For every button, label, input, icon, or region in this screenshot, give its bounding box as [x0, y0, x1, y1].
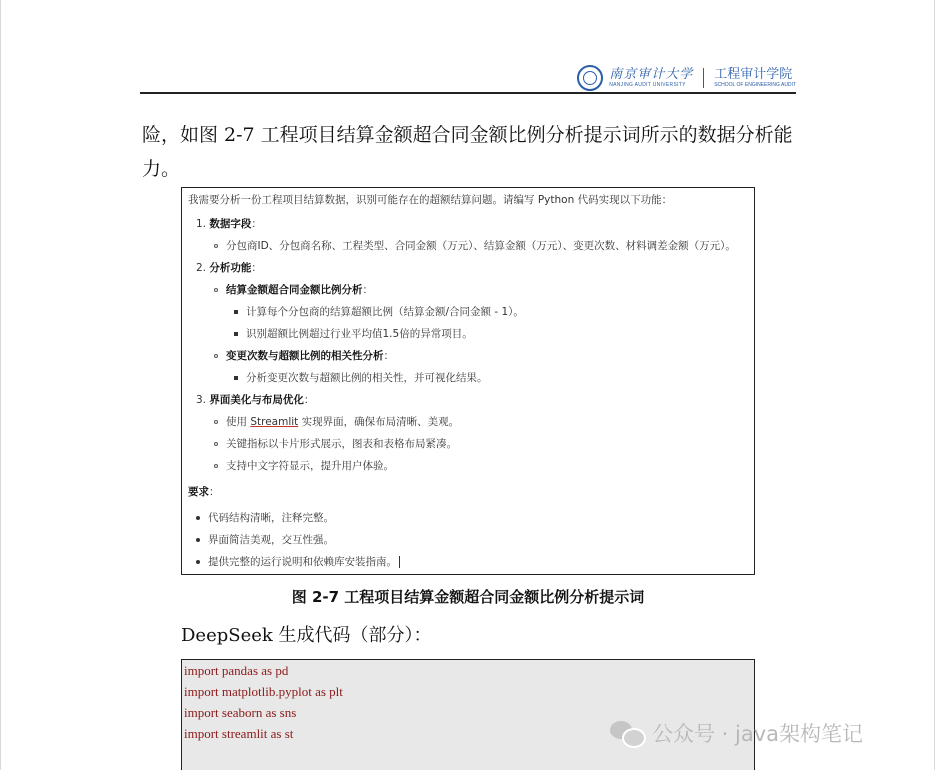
square-bullet-icon	[234, 376, 238, 380]
page-header	[140, 62, 796, 94]
section-2a: 结算金额超合同金额比例分析：	[214, 282, 373, 297]
code-block	[181, 659, 755, 770]
code-line: import seaborn as sns	[184, 705, 297, 720]
university-logo	[577, 62, 796, 94]
logo-divider	[703, 68, 704, 88]
circle-bullet-icon	[214, 442, 218, 446]
dot-bullet-icon	[196, 538, 200, 542]
section-2: 2. 分析功能：	[196, 262, 262, 274]
code-intro-paragraph: DeepSeek 生成代码（部分）：	[181, 625, 432, 646]
section-1-title: 数据字段	[209, 218, 252, 230]
dot-bullet-icon	[196, 560, 200, 564]
section-3-item-2: 关键指标以卡片形式展示，图表和表格布局紧凑。	[214, 436, 457, 451]
text-cursor	[399, 556, 400, 568]
figure-caption: 图 2-7 工程项目结算金额超合同金额比例分析提示词	[291, 588, 645, 606]
school-name-en: SCHOOL OF ENGINEERING AUDIT	[714, 82, 796, 88]
wechat-icon	[610, 719, 644, 747]
watermark-text: 公众号 · java架构笔记	[652, 722, 864, 746]
section-3: 3. 界面美化与布局优化：	[196, 394, 315, 406]
section-2a-item-2: 识别超额比例超过行业平均值1.5倍的异常项目。	[234, 326, 473, 341]
section-3-item-3: 支持中文字符显示，提升用户体验。	[214, 458, 394, 473]
page-edge-left	[0, 0, 1, 770]
code-line: import pandas as pd	[184, 663, 289, 678]
section-2-title: 分析功能	[209, 262, 252, 274]
school-name-cn: 工程审计学院	[714, 67, 793, 82]
university-name-en: NANJING AUDIT UNIVERSITY	[609, 82, 686, 88]
circle-bullet-icon	[214, 244, 218, 248]
streamlit-link[interactable]: Streamlit	[250, 416, 299, 428]
body-paragraph: 险，如图 2-7 工程项目结算金额超合同金额比例分析提示词所示的数据分析能力。	[142, 124, 793, 180]
section-3-item-1: 使用 Streamlit 实现界面，确保布局清晰、美观。	[214, 414, 459, 429]
prompt-intro: 我需要分析一份工程项目结算数据，识别可能存在的超额结算问题。请编写 Python 代码实现以下功能：	[188, 194, 673, 206]
square-bullet-icon	[234, 332, 238, 336]
requirement-item-2: 界面简洁美观，交互性强。	[196, 532, 334, 547]
section-3-title: 界面美化与布局优化	[209, 394, 304, 406]
watermark	[610, 718, 863, 748]
code-line: import streamlit as st	[184, 726, 294, 741]
header-rule	[140, 92, 796, 94]
code-line: import matplotlib.pyplot as plt	[184, 684, 343, 699]
circle-bullet-icon	[214, 420, 218, 424]
section-1: 1. 数据字段：	[196, 218, 262, 230]
square-bullet-icon	[234, 310, 238, 314]
requirement-item-3: 提供完整的运行说明和依赖库安装指南。	[196, 554, 400, 569]
circle-bullet-icon	[214, 288, 218, 292]
section-2b: 变更次数与超额比例的相关性分析：	[214, 348, 394, 363]
university-name-cn: 南京审计大学	[609, 67, 694, 82]
section-2a-item-1: 计算每个分包商的结算超额比例（结算金额/合同金额 - 1）。	[234, 304, 524, 319]
requirements-title: 要求：	[188, 486, 220, 498]
prompt-box	[181, 187, 755, 575]
requirement-item-1: 代码结构清晰，注释完整。	[196, 510, 334, 525]
circle-bullet-icon	[214, 354, 218, 358]
section-2b-item-1: 分析变更次数与超额比例的相关性，并可视化结果。	[234, 370, 488, 385]
circle-bullet-icon	[214, 464, 218, 468]
dot-bullet-icon	[196, 516, 200, 520]
university-seal-icon	[577, 65, 603, 91]
section-1-item: 分包商ID、分包商名称、工程类型、合同金额（万元）、结算金额（万元）、变更次数、材料调差金额（万元）。	[214, 238, 736, 253]
